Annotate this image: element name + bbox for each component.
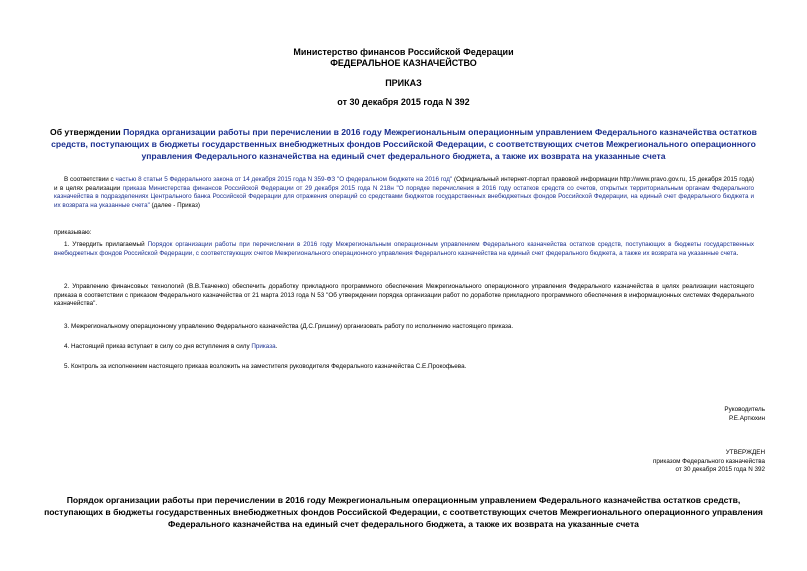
treasury-name: ФЕДЕРАЛЬНОЕ КАЗНАЧЕЙСТВО xyxy=(330,58,477,68)
order-word: приказываю: xyxy=(54,229,92,236)
item-3: 3. Межрегиональному операционному управлению Федерального казначейства (Д.С.Гришину) организовать работу по исполнению настоящего приказа. xyxy=(64,323,514,330)
ministry-name: Министерство финансов Российской Федерации xyxy=(293,47,514,57)
procedure-link[interactable]: Порядок организации работы при перечислении в 2016 году Межрегиональным операционным управлением Федерального казначейства остатков средств, поступающих в бюджеты государственных внебюджетных фондов Российской Федерации, с соответствующих счетов Межрегионального операционного управления Федерального казначейства на единый счет федерального бюджета, а также их возврата на указанные счета xyxy=(54,241,755,257)
approved-line-2: от 30 декабря 2015 года N 392 xyxy=(675,466,765,474)
order-link[interactable]: Приказа xyxy=(251,343,276,350)
signature-role: Руководитель xyxy=(724,406,765,413)
item-4 xyxy=(54,343,754,352)
signature-block xyxy=(724,406,765,423)
item-4-text: 4. Настоящий приказ вступает в силу со дня вступления в силу xyxy=(64,343,252,350)
item-5: 5. Контроль за исполнением настоящего приказа возложить на заместителя руководителя Федерального казначейства С.Е.Прокофьева. xyxy=(64,363,467,370)
approved-word: УТВЕРЖДЕН xyxy=(725,449,765,456)
item-1 xyxy=(54,241,754,258)
preamble-text-3: (далее - Приказ) xyxy=(149,201,200,209)
item-2: 2. Управлению финансовых технологий (В.В.Ткаченко) обеспечить доработку прикладного программного обеспечения Межрегионального операционного управления Федерального казначейства в целях реализации настоящего приказа в соответствии с приказом Федерального казначейства от 21 марта 2013 года N 53 "Об утверждении порядка организации работ по доработке прикладного программного обеспечения в информационных системах Федерального казначейства". xyxy=(54,283,754,308)
preamble-text-2: (Официальный интернет-портал правовой информации http://www.pravo.gov.ru, 15 декабря 2015 года) и в целях реализации xyxy=(54,176,754,192)
order-title xyxy=(40,126,767,162)
header-block xyxy=(0,47,807,69)
preamble-paragraph xyxy=(54,176,754,210)
item-1-end: . xyxy=(736,249,739,257)
federal-law-link[interactable]: частью 8 статьи 5 Федерального закона от 14 декабря 2015 года N 359-ФЗ "О федеральном бюджете на 2016 год" xyxy=(115,176,453,183)
procedure-title: Порядок организации работы при перечислении в 2016 году Межрегиональным операционным управлением Федерального казначейства остатков средств, поступающих в бюджеты государственных внебюджетных фондов Российской Федерации, с соответствующих счетов Межрегионального операционного управления Федерального казначейства на единый счет федерального бюджета, а также их возврата на указанные счета xyxy=(44,495,763,529)
doc-date: от 30 декабря 2015 года N 392 xyxy=(337,97,470,107)
title-link[interactable]: Порядка организации работы при перечислении в 2016 году Межрегиональным операционным управлением Федерального казначейства остатков средств, поступающих в бюджеты государственных внебюджетных фондов Российской Федерации, с соответствующих счетов Межрегионального операционного управления Федерального казначейства на единый счет федерального бюджета, а также их возврата на указанные счета xyxy=(51,127,757,161)
item-4-end: . xyxy=(275,343,278,350)
approved-block xyxy=(653,449,765,475)
doc-type: ПРИКАЗ xyxy=(385,78,422,88)
signature-name: Р.Е.Артюхин xyxy=(729,414,765,422)
approved-line-1: приказом Федерального казначейства xyxy=(653,457,765,465)
minfin-order-link[interactable]: приказа Министерства финансов Российской Федерации от 29 декабря 2015 года N 218н "О порядке перечисления в 2016 году остатков средств со счетов, открытых территориальным органам Федерального казначейства в подразделениях Центрального банка Российской Федерации для отражения операций со средствами бюджетов государственных внебюджетных фондов Российской Федерации, на единый счет федерального бюджета и их возврата на указанные счета" xyxy=(54,184,754,209)
item-1-text: 1. Утвердить прилагаемый xyxy=(64,241,148,248)
title-prefix: Об утверждении xyxy=(50,127,124,137)
preamble-text-1: В соответствии с xyxy=(64,176,116,183)
